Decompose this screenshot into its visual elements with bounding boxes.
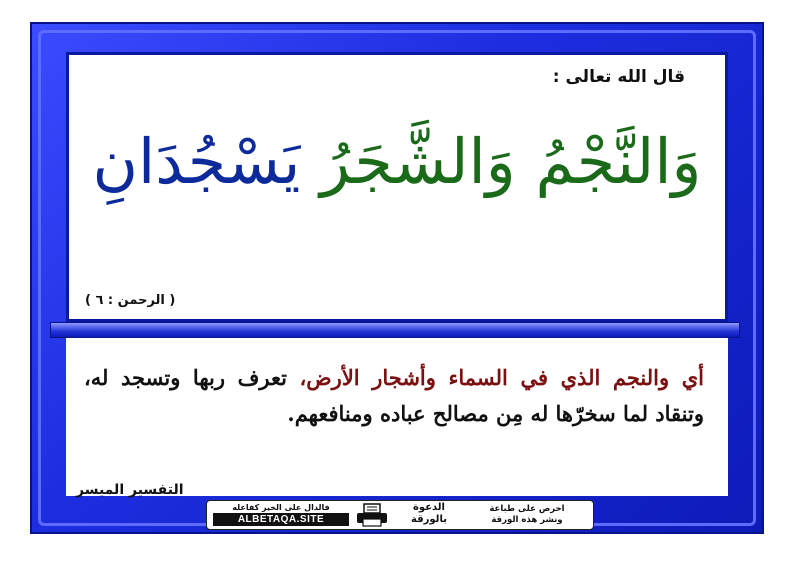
tafsir-highlight: أي والنجم الذي في السماء وأشجار الأرض،: [299, 365, 705, 390]
verse-text: [69, 125, 725, 199]
footer-site-block: [213, 503, 349, 526]
site-link[interactable]: ALBETAQA.SITE: [213, 513, 349, 526]
logo-line-1: الدعوة: [413, 502, 445, 513]
panel-divider: [50, 322, 740, 338]
intro-text: قال الله تعالى :: [552, 67, 685, 87]
printer-icon: [355, 503, 389, 527]
verse-source: ( الرحمن : ٦ ): [85, 293, 176, 308]
logo-line-2: بالورقة: [411, 514, 447, 525]
verse-word-2: وَالشَّجَرُ: [320, 125, 516, 198]
footer-call-to-action: [467, 504, 587, 526]
verse-panel: [66, 52, 728, 322]
verse-word-1: وَالنَّجْمُ: [535, 125, 702, 198]
cta-line-2: ونشر هذه الورقة: [491, 515, 563, 525]
tafsir-body: تعرف ربها وتسجد له، وتنقاد لما سخرّها له مِن مصالح عباده ومنافعهم.: [84, 365, 704, 426]
verse-word-3: يَسْجُدَانِ: [92, 125, 301, 198]
footer-slogan: فالدال على الخير كفاعله: [232, 503, 330, 512]
tafsir-reference: التفسير الميسر: [76, 482, 184, 498]
tafsir-text: [84, 360, 704, 431]
tafsir-panel: [66, 338, 728, 496]
cta-line-1: احرص على طباعة: [489, 504, 565, 514]
dawah-logo: [399, 502, 459, 528]
footer-bar: [206, 500, 594, 530]
